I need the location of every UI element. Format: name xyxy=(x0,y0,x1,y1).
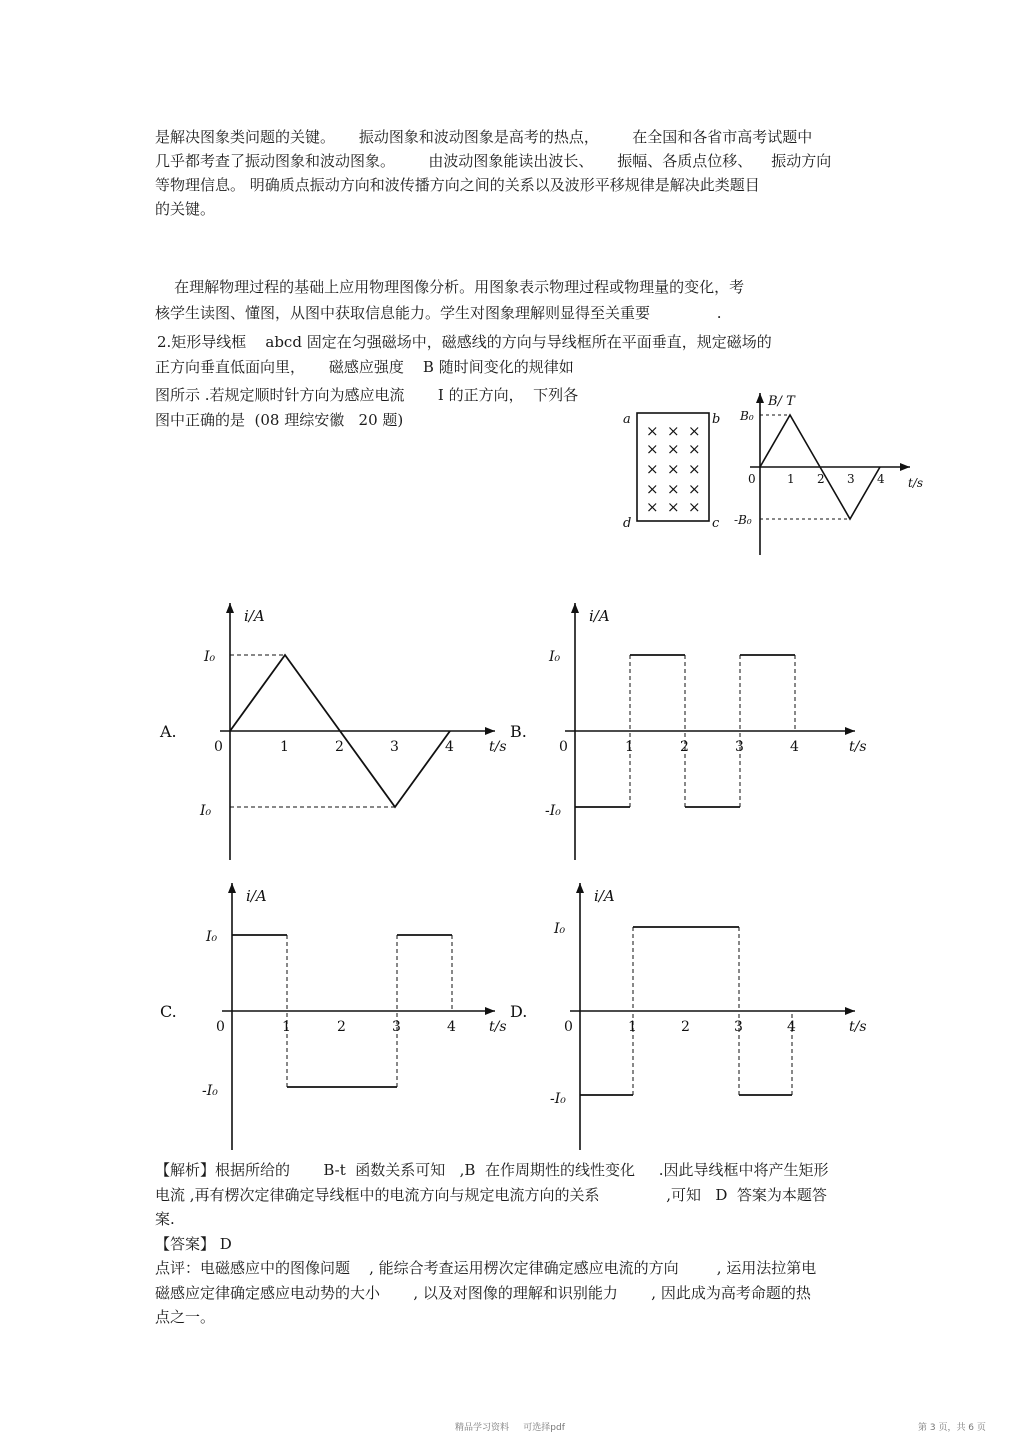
bt-origin: 0 xyxy=(748,472,756,486)
opt-b-xlabel: t/s xyxy=(849,739,867,755)
opt-d-xlabel: t/s xyxy=(849,1019,867,1035)
comment-line-3: 点之一。 xyxy=(155,1308,216,1326)
analysis-line-3: 案. xyxy=(155,1210,175,1228)
opt-b-tick-1: 1 xyxy=(625,739,634,755)
corner-b: b xyxy=(712,412,721,427)
y-axis-arrow xyxy=(576,883,584,893)
opt-c-tick-1: 1 xyxy=(282,1019,291,1035)
bt-graph xyxy=(730,385,930,560)
opt-d-tick-3: 3 xyxy=(734,1019,743,1035)
intro-line-2: 几乎都考查了振动图象和波动图象。 由波动图象能读出波长、 振幅、各质点位移、 振动方向 xyxy=(155,152,832,170)
opt-b-tick-2: 2 xyxy=(680,739,689,755)
bt-xlabel: t/s xyxy=(908,476,924,490)
para2-line-2: 核学生读图、懂图，从图中获取信息能力。学生对图象理解则显得至关重要 . xyxy=(155,304,722,322)
para2-line-1: 在理解物理过程的基础上应用物理图像分析。用图象表示物理过程或物理量的变化，考 xyxy=(155,278,745,296)
opt-d-tick-2: 2 xyxy=(681,1019,690,1035)
opt-b-label: B. xyxy=(510,722,527,741)
y-axis-arrow xyxy=(571,603,579,613)
bt-ylabel: B/ T xyxy=(768,394,795,409)
intro-line-1: 是解决图象类问题的关键。 振动图象和波动图象是高考的热点， 在全国和各省市高考试题中 xyxy=(155,128,813,146)
field-x-mark-3-2: × xyxy=(688,480,701,498)
comment-line-1: 点评：电磁感应中的图像问题 , 能综合考查运用楞次定律确定感应电流的方向 , 运用法拉第电 xyxy=(155,1259,817,1277)
opt-c-tick-2: 2 xyxy=(337,1019,346,1035)
x-axis-arrow xyxy=(845,1007,855,1015)
opt-b-origin: 0 xyxy=(559,739,568,755)
field-x-mark-1-1: × xyxy=(667,440,680,458)
option-a-graph xyxy=(160,595,507,860)
opt-a-ylabel: i/A xyxy=(244,607,265,625)
x-axis-arrow xyxy=(485,1007,495,1015)
opt-c-origin: 0 xyxy=(216,1019,225,1035)
question-line-4: 图中正确的是 (08 理综安徽 20 题) xyxy=(155,411,404,429)
opt-c-neg-label: -I₀ xyxy=(202,1083,218,1099)
question-line-2: 正方向垂直低面向里， 磁感应强度 B 随时间变化的规律如 xyxy=(155,358,574,376)
opt-b-pos-label: I₀ xyxy=(549,649,561,665)
opt-c-label: C. xyxy=(160,1002,177,1021)
opt-d-label: D. xyxy=(510,1002,528,1021)
opt-a-tick-1: 1 xyxy=(280,739,289,755)
opt-c-pos-label: I₀ xyxy=(206,929,218,945)
opt-a-origin: 0 xyxy=(214,739,223,755)
field-x-mark-1-2: × xyxy=(688,440,701,458)
wire-frame-figure xyxy=(615,405,720,535)
field-x-mark-0-1: × xyxy=(667,422,680,440)
field-x-mark-1-0: × xyxy=(646,440,659,458)
footer-center: 精品学习资料 可选择pdf xyxy=(455,1423,565,1433)
option-c-graph xyxy=(160,875,507,1150)
x-axis-arrow xyxy=(900,463,910,471)
bt-b0-label: B₀ xyxy=(740,409,754,423)
opt-c-tick-4: 4 xyxy=(447,1019,456,1035)
bt-tick-2: 2 xyxy=(817,472,825,486)
field-x-mark-3-1: × xyxy=(667,480,680,498)
footer-right: 第 3 页，共 6 页 xyxy=(918,1423,986,1433)
opt-a-neg-label: I₀ xyxy=(200,803,212,819)
y-axis-arrow xyxy=(226,603,234,613)
opt-d-tick-4: 4 xyxy=(787,1019,796,1035)
question-line-1: 2.矩形导线框 abcd 固定在匀强磁场中，磁感线的方向与导线框所在平面垂直，规定磁场的 xyxy=(157,333,772,351)
corner-d: d xyxy=(623,516,632,531)
opt-d-pos-label: I₀ xyxy=(554,921,566,937)
analysis-line-2: 电流 ,再有楞次定律确定导线框中的电流方向与规定电流方向的关系 ,可知 D 答案为本题答 xyxy=(155,1186,827,1204)
option-b-graph xyxy=(510,595,867,860)
field-x-mark-2-2: × xyxy=(688,460,701,478)
analysis-line-1: 【解析】根据所给的 B-t 函数关系可知 ,B 在作周期性的线性变化 .因此导线框中将产生矩形 xyxy=(155,1161,829,1179)
field-x-mark-4-1: × xyxy=(667,498,680,516)
opt-d-tick-1: 1 xyxy=(628,1019,637,1035)
corner-a: a xyxy=(623,412,631,427)
field-x-mark-4-2: × xyxy=(688,498,701,516)
intro-line-3: 等物理信息。 明确质点振动方向和波传播方向之间的关系以及波形平移规律是解决此类题目 xyxy=(155,176,760,194)
intro-line-4: 的关键。 xyxy=(155,200,216,218)
question-line-3: 图所示 .若规定顺时针方向为感应电流 I 的正方向， 下列各 xyxy=(155,386,579,404)
opt-a-tick-2: 2 xyxy=(335,739,344,755)
field-x-mark-0-0: × xyxy=(646,422,659,440)
opt-d-origin: 0 xyxy=(564,1019,573,1035)
bt-neg-b0-label: -B₀ xyxy=(734,513,752,527)
opt-a-pos-label: I₀ xyxy=(204,649,216,665)
x-axis-arrow xyxy=(845,727,855,735)
answer-line: 【答案】 D xyxy=(155,1235,232,1253)
opt-c-xlabel: t/s xyxy=(489,1019,507,1035)
opt-d-neg-label: -I₀ xyxy=(550,1091,566,1107)
opt-c-tick-3: 3 xyxy=(392,1019,401,1035)
y-axis-arrow xyxy=(756,393,764,403)
opt-b-neg-label: -I₀ xyxy=(545,803,561,819)
field-x-mark-2-1: × xyxy=(667,460,680,478)
opt-b-tick-3: 3 xyxy=(735,739,744,755)
bt-tick-4: 4 xyxy=(877,472,885,486)
opt-a-label: A. xyxy=(160,722,177,741)
field-x-mark-3-0: × xyxy=(646,480,659,498)
field-x-mark-2-0: × xyxy=(646,460,659,478)
opt-d-ylabel: i/A xyxy=(594,887,615,905)
opt-a-tick-4: 4 xyxy=(445,739,454,755)
y-axis-arrow xyxy=(228,883,236,893)
field-x-mark-4-0: × xyxy=(646,498,659,516)
opt-a-xlabel: t/s xyxy=(489,739,507,755)
opt-a-tick-3: 3 xyxy=(390,739,399,755)
corner-c: c xyxy=(712,516,720,531)
opt-c-ylabel: i/A xyxy=(246,887,267,905)
comment-line-2: 磁感应定律确定感应电动势的大小 , 以及对图像的理解和识别能力 , 因此成为高考命题的热 xyxy=(155,1284,811,1302)
field-x-mark-0-2: × xyxy=(688,422,701,440)
option-d-graph xyxy=(510,875,867,1150)
x-axis-arrow xyxy=(485,727,495,735)
opt-b-tick-4: 4 xyxy=(790,739,799,755)
field-marks xyxy=(646,422,701,516)
opt-b-ylabel: i/A xyxy=(589,607,610,625)
bt-tick-1: 1 xyxy=(787,472,795,486)
bt-tick-3: 3 xyxy=(847,472,855,486)
